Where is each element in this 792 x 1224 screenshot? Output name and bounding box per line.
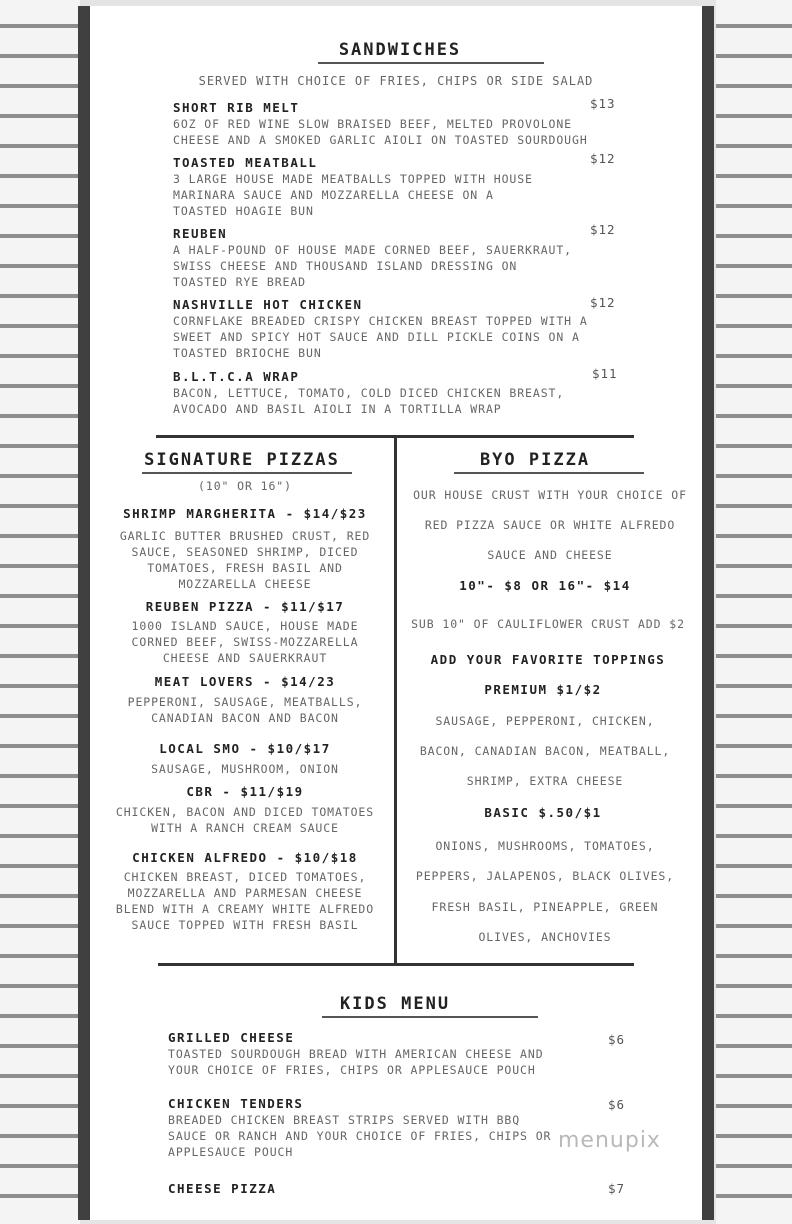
sandwiches-underline: [318, 62, 544, 64]
sandwich-desc: CORNFLAKE BREADED CRISPY CHICKEN BREAST TOPPED WITH A SWEET AND SPICY HOT SAUCE AND DILL PICKLE COINS ON A TOASTED BRIOCHE BUN: [173, 314, 588, 360]
signature-underline: [142, 472, 352, 474]
pizza-desc: CHICKEN BREAST, DICED TOMATOES, MOZZARELLA AND PARMESAN CHEESE BLEND WITH A CREAMY WHITE ALFREDO SAUCE TOPPED WITH FRESH BASIL: [115, 870, 375, 932]
byo-pizza-title: BYO PIZZA: [479, 450, 591, 470]
kids-item-name: CHICKEN TENDERS: [168, 1096, 304, 1111]
byo-basic-line: OLIVES, ANCHOVIES: [478, 930, 612, 944]
sandwich-desc: A HALF-POUND OF HOUSE MADE CORNED BEEF, SAUERKRAUT, SWISS CHEESE AND THOUSAND ISLAND DRESSING ON TOASTED RYE BREAD: [173, 243, 573, 289]
kids-item-name: GRILLED CHEESE: [168, 1030, 295, 1045]
sandwich-name: TOASTED MEATBALL: [173, 155, 318, 170]
menupix-watermark: menupix: [558, 1128, 661, 1153]
brick-wall-left: [0, 0, 80, 1224]
sandwich-desc: 6OZ OF RED WINE SLOW BRAISED BEEF, MELTED PROVOLONE CHEESE AND A SMOKED GARLIC AIOLI ON TOASTED SOURDOUGH: [173, 117, 588, 147]
sandwich-price: $12: [590, 295, 616, 310]
byo-premium-line: SHRIMP, EXTRA CHEESE: [466, 774, 624, 788]
kids-menu-title: KIDS MENU: [339, 994, 451, 1014]
byo-toppings-title: ADD YOUR FAVORITE TOPPINGS: [430, 652, 666, 667]
pizza-name: CHICKEN ALFREDO - $10/$18: [132, 850, 358, 865]
byo-underline: [454, 472, 644, 474]
kids-item-price: $6: [608, 1032, 626, 1047]
pizza-desc: GARLIC BUTTER BRUSHED CRUST, RED SAUCE, SEASONED SHRIMP, DICED TOMATOES, FRESH BASIL AND MOZZARELLA CHEESE: [119, 529, 371, 591]
kids-underline: [322, 1016, 538, 1018]
sandwich-name: NASHVILLE HOT CHICKEN: [173, 297, 363, 312]
pizza-desc: SAUSAGE, MUSHROOM, ONION: [151, 762, 339, 776]
sandwich-price: $13: [590, 96, 616, 111]
signature-sizes: (10" OR 16"): [198, 479, 292, 493]
right-border-rail: [702, 6, 714, 1220]
kids-item-name: CHEESE PIZZA: [168, 1181, 277, 1196]
byo-basic-line: FRESH BASIL, PINEAPPLE, GREEN: [431, 900, 659, 914]
byo-intro-line: RED PIZZA SAUCE OR WHITE ALFREDO: [424, 518, 676, 532]
sandwich-price: $12: [590, 222, 616, 237]
byo-sub-note: SUB 10" OF CAULIFLOWER CRUST ADD $2: [411, 617, 685, 631]
byo-price: 10"- $8 OR 16"- $14: [459, 578, 631, 593]
sandwich-price: $12: [590, 151, 616, 166]
byo-basic-line: PEPPERS, JALAPENOS, BLACK OLIVES,: [415, 869, 675, 883]
byo-premium-line: BACON, CANADIAN BACON, MEATBALL,: [419, 744, 671, 758]
left-border-rail: [78, 6, 90, 1220]
sandwiches-title: SANDWICHES: [338, 40, 462, 60]
sandwich-desc: BACON, LETTUCE, TOMATO, COLD DICED CHICKEN BREAST, AVOCADO AND BASIL AIOLI IN A TORTILLA WRAP: [173, 386, 565, 416]
signature-pizzas-title: SIGNATURE PIZZAS: [144, 450, 340, 470]
byo-intro-line: OUR HOUSE CRUST WITH YOUR CHOICE OF: [413, 488, 687, 502]
sandwich-name: REUBEN: [173, 226, 228, 241]
byo-basic-line: ONIONS, MUSHROOMS, TOMATOES,: [435, 839, 655, 853]
pizza-name: REUBEN PIZZA - $11/$17: [145, 599, 345, 614]
kids-item-price: $6: [608, 1097, 626, 1112]
pizza-name: SHRIMP MARGHERITA - $14/$23: [123, 506, 367, 521]
kids-item-desc: TOASTED SOURDOUGH BREAD WITH AMERICAN CHEESE AND YOUR CHOICE OF FRIES, CHIPS OR APPLESAUCE POUCH: [168, 1047, 544, 1077]
sandwich-desc: 3 LARGE HOUSE MADE MEATBALLS TOPPED WITH HOUSE MARINARA SAUCE AND MOZZARELLA CHEESE ON A TOASTED HOAGIE BUN: [173, 172, 533, 218]
kids-item-price: $7: [608, 1181, 626, 1196]
pizza-desc: CHICKEN, BACON AND DICED TOMATOES WITH A RANCH CREAM SAUCE: [115, 805, 375, 835]
sandwich-name: SHORT RIB MELT: [173, 100, 300, 115]
pizza-desc: PEPPERONI, SAUSAGE, MEATBALLS, CANADIAN BACON AND BACON: [127, 695, 363, 725]
pizza-name: CBR - $11/$19: [186, 784, 304, 799]
sandwiches-note: SERVED WITH CHOICE OF FRIES, CHIPS OR SIDE SALAD: [198, 74, 594, 88]
pizza-name: MEAT LOVERS - $14/23: [154, 674, 336, 689]
byo-basic-title: BASIC $.50/$1: [484, 805, 602, 820]
byo-premium-line: SAUSAGE, PEPPERONI, CHICKEN,: [435, 714, 655, 728]
pizza-desc: 1000 ISLAND SAUCE, HOUSE MADE CORNED BEEF, SWISS-MOZZARELLA CHEESE AND SAUERKRAUT: [131, 619, 359, 665]
brick-wall-right: [716, 0, 792, 1224]
byo-intro-line: SAUCE AND CHEESE: [487, 548, 613, 562]
byo-premium-title: PREMIUM $1/$2: [484, 682, 602, 697]
column-divider: [394, 435, 397, 965]
pizza-name: LOCAL SMO - $10/$17: [159, 741, 331, 756]
kids-item-desc: BREADED CHICKEN BREAST STRIPS SERVED WITH BBQ SAUCE OR RANCH AND YOUR CHOICE OF FRIES, CHIPS OR APPLESAUCE POUCH: [168, 1113, 552, 1159]
section-divider-bottom: [158, 963, 634, 966]
sandwich-price: $11: [592, 366, 618, 381]
sandwich-name: B.L.T.C.A WRAP: [173, 369, 300, 384]
